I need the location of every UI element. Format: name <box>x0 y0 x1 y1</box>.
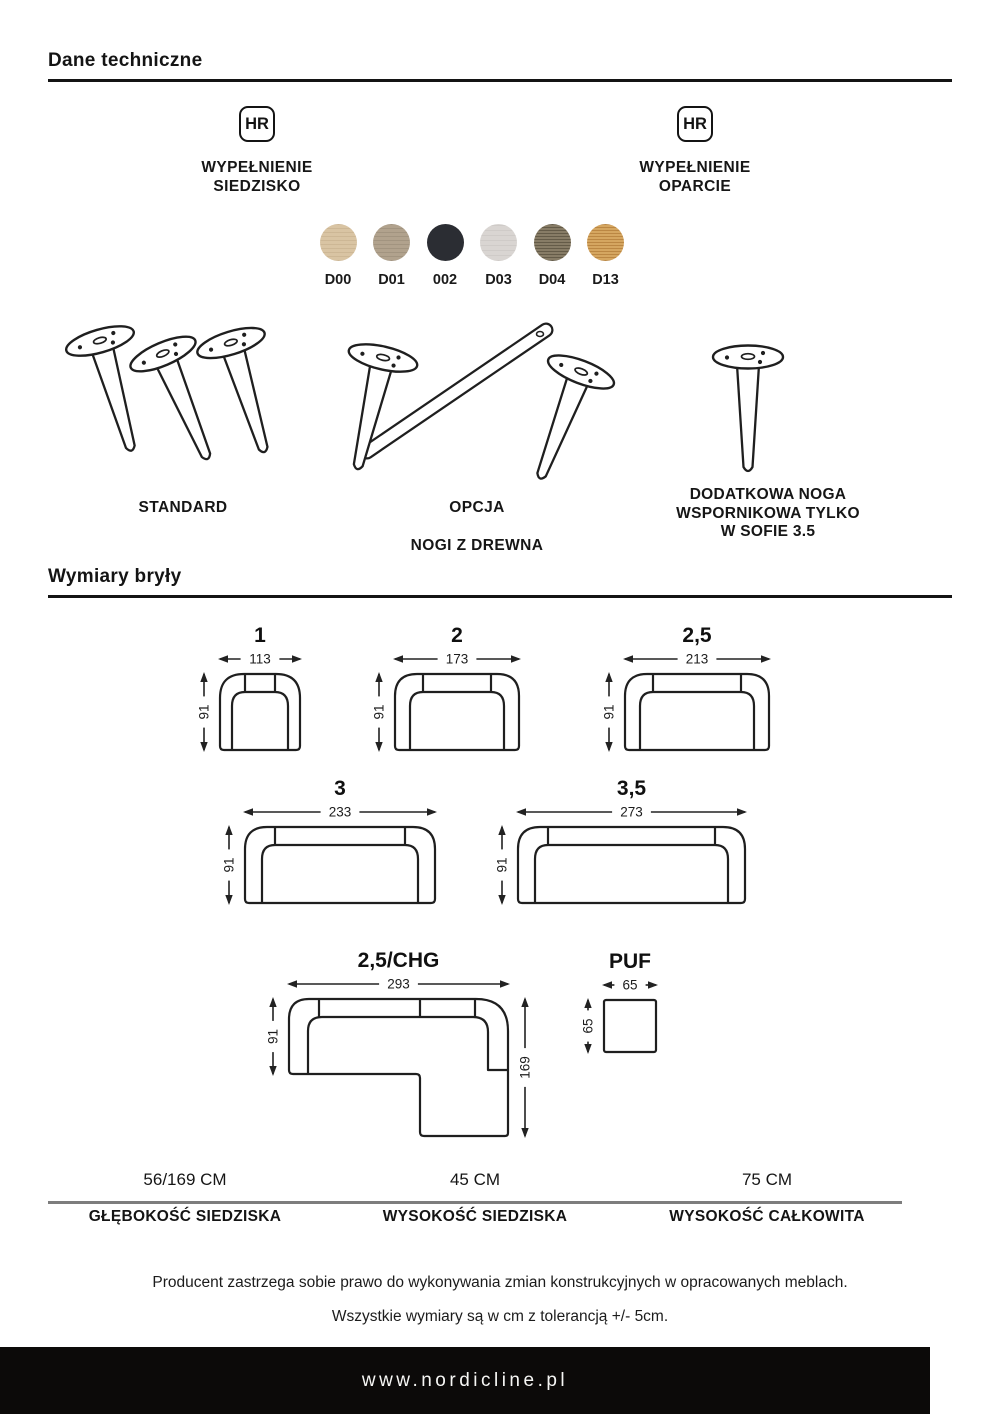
dim-height-label: 91 <box>494 857 510 873</box>
diagram-2,5/CHG <box>249 939 554 1150</box>
legs-support-line1: DODATKOWA NOGA <box>689 486 847 503</box>
dim-width-label: 273 <box>620 804 643 820</box>
legs-standard-label: STANDARD <box>138 499 228 516</box>
standard-leg-3 <box>194 322 298 462</box>
section-title-dimensions: Wymiary bryły <box>48 566 182 587</box>
swatch-code-D00: D00 <box>324 272 352 288</box>
disclaimer-line1: Producent zastrzega sobie prawo do wykonywania zmian konstrukcyjnych w opracowanych meblach. <box>152 1274 848 1291</box>
legs-illustration <box>0 0 1000 560</box>
stats-divider <box>48 1201 902 1204</box>
diagram-2,5 <box>585 614 815 764</box>
dim-height-label: 65 <box>580 1018 596 1034</box>
diagram-3 <box>205 767 481 917</box>
filling-seat-line2: SIEDZISKO <box>213 178 301 195</box>
diagram-title: 3,5 <box>616 777 647 800</box>
swatch-code-002: 002 <box>432 272 458 288</box>
hr-foam-icon-seat: HR <box>239 106 275 142</box>
diagram-PUF <box>564 940 702 1066</box>
stat-value-1: 45 CM <box>449 1170 501 1189</box>
diagram-title: 3 <box>334 777 346 800</box>
swatch-code-D01: D01 <box>378 272 405 288</box>
dim-height-label: 91 <box>265 1028 281 1045</box>
diagram-title: PUF <box>609 950 651 973</box>
swatch-code-D13: D13 <box>592 272 619 288</box>
legs-support-line2: WSPORNIKOWA TYLKO <box>676 504 860 522</box>
diagram-3,5 <box>478 767 791 917</box>
diagram-title: 2,5 <box>682 624 712 647</box>
stat-value-2: 75 CM <box>741 1170 793 1189</box>
stat-label-0: GŁĘBOKOŚĆ SIEDZISKA <box>88 1208 282 1225</box>
diagram-title: 2 <box>451 624 463 647</box>
diagram-title: 2,5/CHG <box>357 949 440 972</box>
legs-support-line3: W SOFIE 3.5 <box>720 523 816 540</box>
dim-height-label: 91 <box>371 704 387 720</box>
dim-width-label: 233 <box>328 804 352 820</box>
support-leg <box>713 346 783 472</box>
diagram-title: 1 <box>254 624 266 647</box>
legs-wood-label: NOGI Z DREWNA <box>410 537 544 554</box>
dim-height-label: 91 <box>221 857 237 873</box>
section-title-technical-data: Dane techniczne <box>48 50 203 71</box>
diagram-1 <box>180 614 346 764</box>
dim-height-label: 91 <box>601 704 617 720</box>
dim-width-label: 293 <box>387 976 410 992</box>
legs-support-label <box>628 486 908 542</box>
dim-height-label: 91 <box>196 704 212 720</box>
dim-width-label: 113 <box>249 651 271 667</box>
diagram-2 <box>355 614 565 764</box>
filling-seat-line1: WYPEŁNIENIE <box>201 159 313 176</box>
hr-foam-icon-backrest: HR <box>677 106 713 142</box>
dim-width-label: 213 <box>685 651 709 667</box>
disclaimer-line2: Wszystkie wymiary są w cm z tolerancją +/- 5cm. <box>331 1308 669 1325</box>
footer-bar <box>0 1347 930 1414</box>
standard-leg-1 <box>63 320 165 460</box>
dim-width-label: 173 <box>445 651 469 667</box>
filling-backrest-line1: WYPEŁNIENIE <box>639 159 751 176</box>
swatch-code-D04: D04 <box>538 272 566 288</box>
stat-label-2: WYSOKOŚĆ CAŁKOWITA <box>669 1208 865 1225</box>
filling-backrest-line2: OPARCIE <box>658 178 732 195</box>
swatch-code-D03: D03 <box>485 272 512 288</box>
legs-option-label: OPCJA <box>449 499 505 516</box>
dim-width-label: 65 <box>622 977 638 993</box>
stat-value-0: 56/169 CM <box>143 1170 227 1189</box>
dim-height-label: 169 <box>517 1056 533 1079</box>
stat-label-1: WYSOKOŚĆ SIEDZISKA <box>382 1208 568 1225</box>
section-divider-2 <box>48 595 952 598</box>
wooden-leg-2 <box>507 349 617 491</box>
footer-url: www.nordicline.pl <box>361 1370 569 1391</box>
